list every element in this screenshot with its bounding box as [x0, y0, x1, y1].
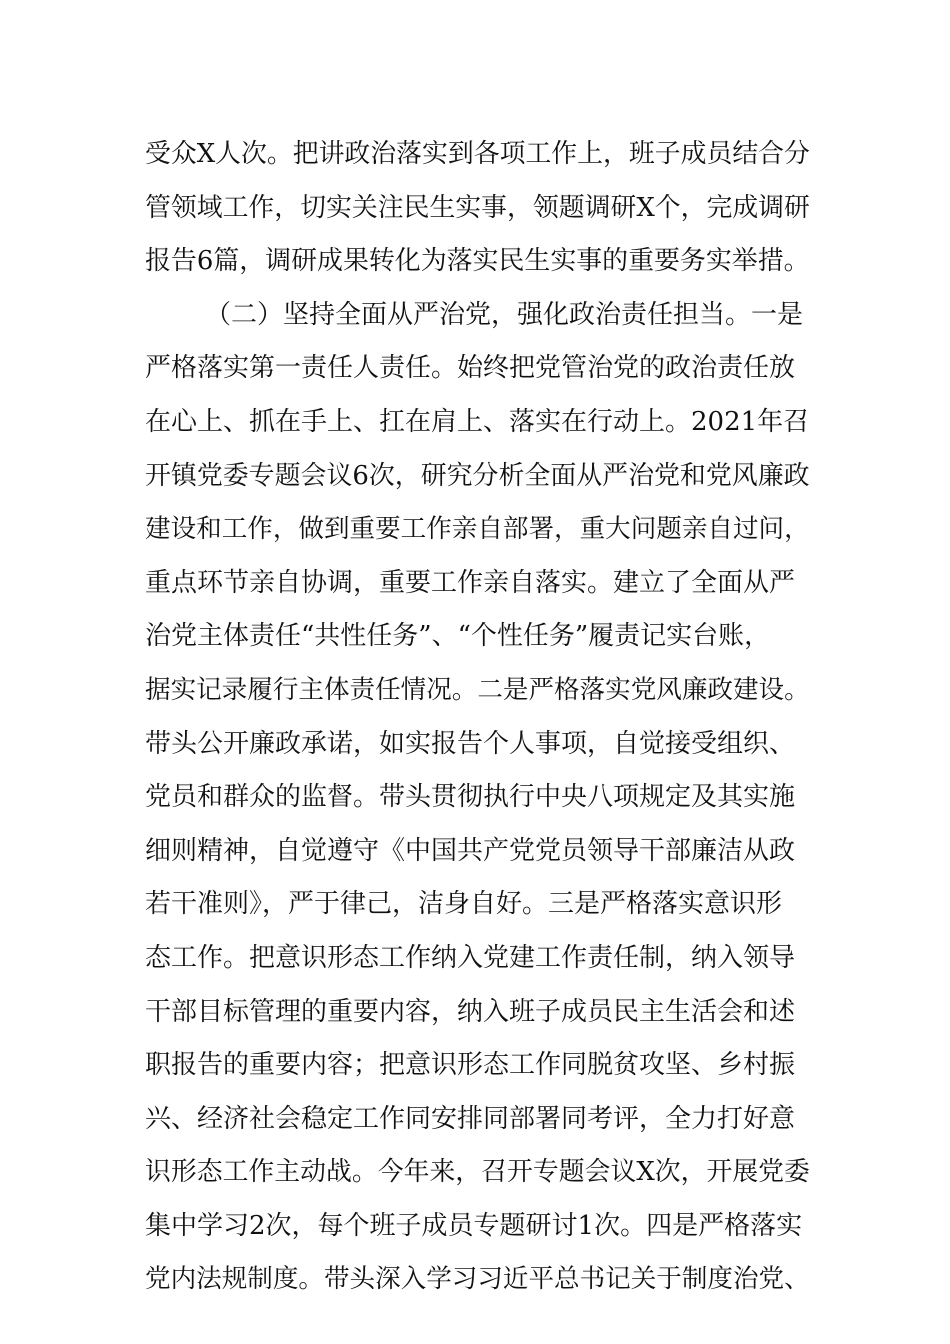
text-line: 态工作。把意识形态工作纳入党建工作责任制，纳入领导	[145, 942, 796, 973]
text-line: 党员和群众的监督。带头贯彻执行中央八项规定及其实施	[145, 782, 796, 813]
text-line: 管领域工作，切实关注民生实事，领题调研X个，完成调研	[145, 192, 810, 223]
text-line: 带头公开廉政承诺，如实报告个人事项，自觉接受组织、	[145, 728, 796, 759]
text-line: 据实记录履行主体责任情况。二是严格落实党风廉政建设。	[145, 674, 810, 705]
text-line: 治党主体责任“共性任务”、“个性任务”履责记实台账，	[145, 621, 771, 652]
text-line: 兴、经济社会稳定工作同安排同部署同考评，全力打好意	[145, 1103, 796, 1134]
text-line: 严格落实第一责任人责任。始终把党管治党的政治责任放	[145, 353, 796, 384]
text-line: 重点环节亲自协调，重要工作亲自落实。建立了全面从严	[145, 567, 796, 598]
body-text	[145, 128, 810, 1307]
text-line: 识形态工作主动战。今年来，召开专题会议X次，开展党委	[145, 1157, 810, 1188]
text-line: 在心上、抓在手上、扛在肩上、落实在行动上。2021年召	[145, 406, 810, 437]
text-line: 干部目标管理的重要内容，纳入班子成员民主生活会和述	[145, 996, 796, 1027]
text-line: 党内法规制度。带头深入学习习近平总书记关于制度治党、	[145, 1264, 810, 1295]
text-line: 受众X人次。把讲政治落实到各项工作上，班子成员结合分	[145, 139, 810, 169]
text-line: 报告6篇，调研成果转化为落实民生实事的重要务实举措。	[145, 246, 810, 277]
text-line: 建设和工作，做到重要工作亲自部署，重大问题亲自过问，	[145, 514, 810, 545]
text-line: 集中学习2次，每个班子成员专题研讨1次。四是严格落实	[145, 1210, 803, 1241]
section-heading-line: （二）坚持全面从严治党，强化政治责任担当。一是	[205, 299, 804, 330]
text-line: 职报告的重要内容；把意识形态工作同脱贫攻坚、乡村振	[145, 1050, 796, 1081]
text-line: 开镇党委专题会议6次，研究分析全面从严治党和党风廉政	[145, 460, 810, 491]
text-line: 细则精神，自觉遵守《中国共产党党员领导干部廉洁从政	[145, 835, 796, 866]
text-line: 若干准则》，严于律己，洁身自好。三是严格落实意识形	[145, 889, 783, 920]
